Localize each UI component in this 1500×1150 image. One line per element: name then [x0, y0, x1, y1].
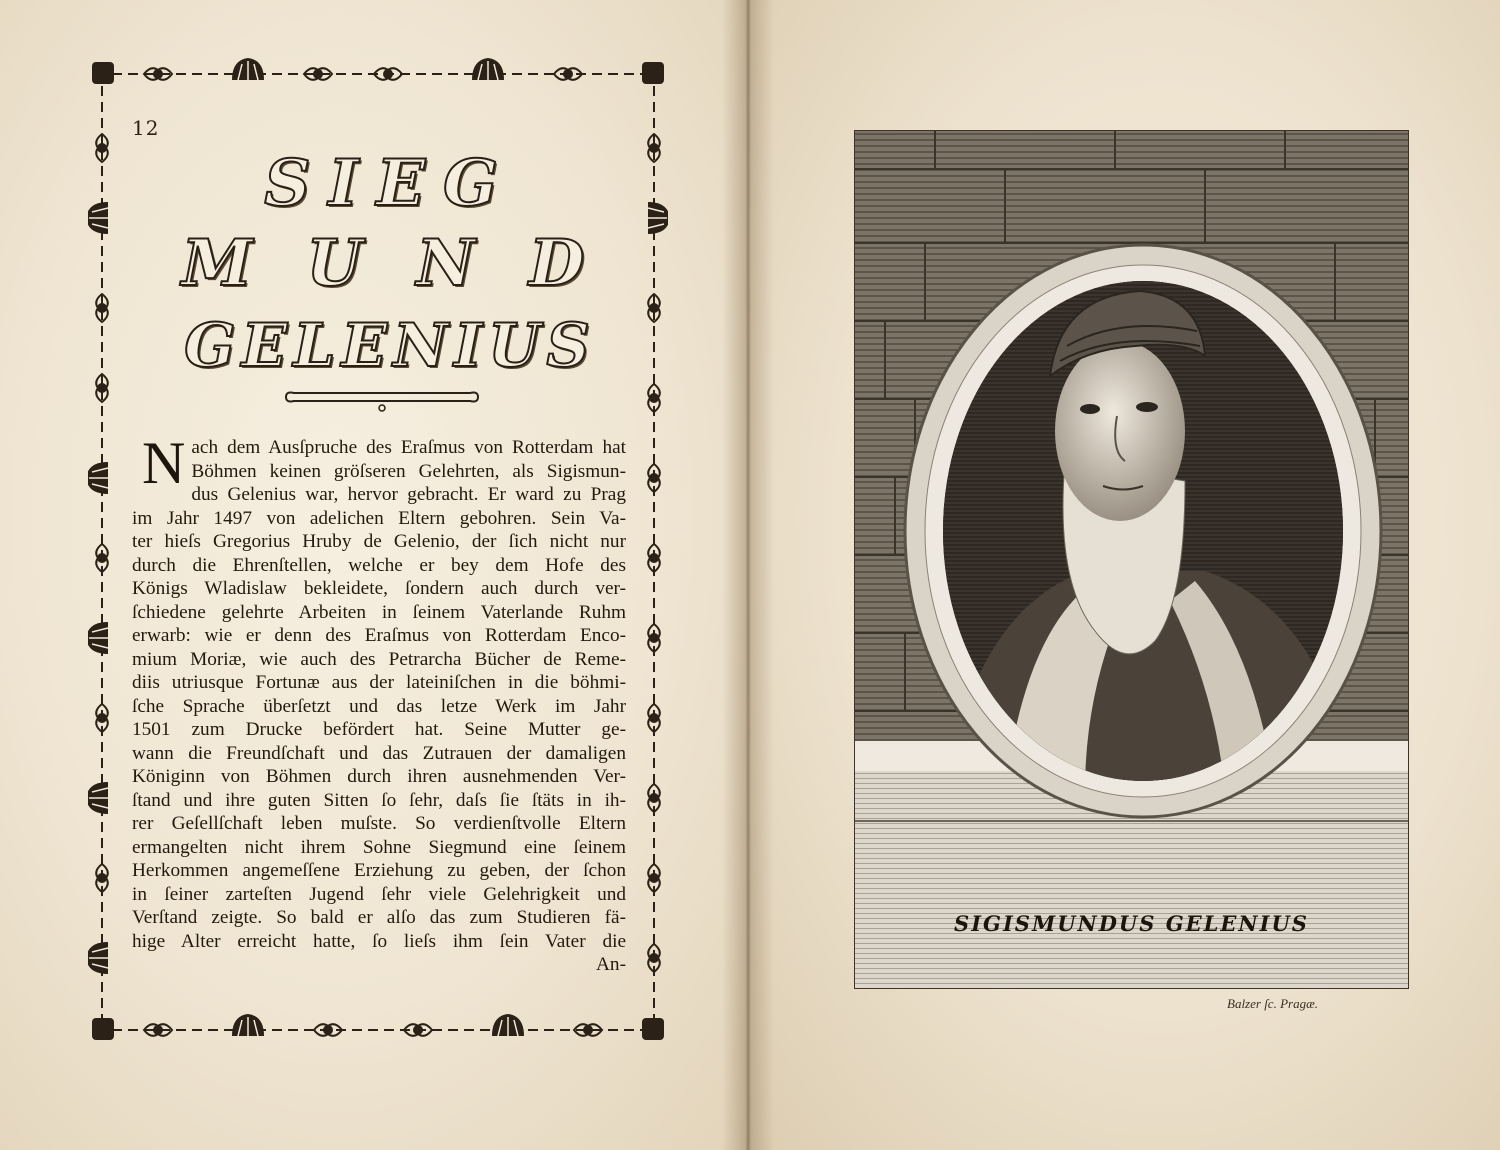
- text-line: erwarb: wie er denn des Eraſmus von Rotterdam Enco-: [132, 625, 626, 646]
- text-line: mium Moriæ, wie auch des Petrarcha Bücher de Reme-: [132, 648, 626, 670]
- drop-cap: N: [142, 430, 186, 496]
- portrait-engraving: [854, 130, 1409, 989]
- text-line: in ſeiner zarteſten Jugend ſehr viele Gelehrigkeit und: [132, 883, 626, 905]
- text-line: wann die Freundſchaft und das Zutrauen der damaligen: [132, 742, 626, 764]
- left-page: [0, 0, 748, 1150]
- text-line: hige Alter erreicht hatte, ſo lieſs ihm ſein Vater die: [132, 930, 626, 952]
- title-line-3: GELENIUS: [184, 311, 596, 381]
- portrait-caption: SIGISMUNDUS GELENIUS: [954, 911, 1309, 936]
- portrait-illustration: [855, 131, 1408, 988]
- text-line: ermangelten nicht ihrem Sohne Siegmund eine ſeinem: [132, 836, 626, 858]
- title-divider-ornament: [282, 387, 482, 413]
- title-line-1: SIEG: [264, 146, 516, 221]
- text-line: ach dem Ausſpruche des Eraſmus von Rotterdam hat: [191, 437, 626, 458]
- text-line: ſtand und ihre guten Sitten ſo ſehr, daſs ſie ſtäts in ih-: [132, 789, 626, 811]
- body-text: [132, 430, 626, 977]
- text-line: ſche Sprache überſetzt und das letze Werk im Jahr: [132, 695, 626, 717]
- text-line: ter hieſs Gregorius Hruby de Gelenio, der ſich nicht nur: [132, 531, 626, 552]
- text-line: im Jahr 1497 von adelichen Eltern gebohren. Sein Va-: [132, 507, 626, 529]
- engraver-credit: Balzer ſc. Pragæ.: [1227, 996, 1318, 1011]
- catchword: An-: [596, 954, 626, 975]
- text-line: diis utriusque Fortunæ aus der lateiniſchen in die böhmi-: [132, 672, 626, 693]
- text-line: ſchiedene gelehrte Arbeiten in ſeinem Vaterlande Ruhm: [132, 601, 626, 623]
- text-line: durch die Ehrenſtellen, welche er bey dem Hofe des: [132, 554, 626, 576]
- text-line: Königinn von Böhmen durch ihren ausnehmenden Ver-: [132, 766, 626, 787]
- chapter-title: [140, 146, 640, 381]
- book-gutter: [722, 0, 774, 1150]
- text-line: Verſtand zeigte. So bald er alſo das zum Studieren fä-: [132, 907, 626, 928]
- text-line: Königs Wladislaw bekleidete, ſondern auch durch ver-: [132, 578, 626, 599]
- text-line: rer Geſellſchaft leben muſste. So verdienſtvolle Eltern: [132, 813, 626, 834]
- text-line: Böhmen keinen gröſseren Gelehrten, als Sigismun-: [191, 460, 626, 482]
- text-line: 1501 zum Drucke befördert hat. Seine Mutter ge-: [132, 719, 626, 740]
- page-number: 12: [132, 116, 160, 140]
- text-line: Herkommen angemeſſene Erziehung zu geben, der ſchon: [132, 860, 626, 881]
- title-line-2: MUND: [181, 226, 639, 301]
- text-line: dus Gelenius war, hervor gebracht. Er ward zu Prag: [191, 484, 626, 505]
